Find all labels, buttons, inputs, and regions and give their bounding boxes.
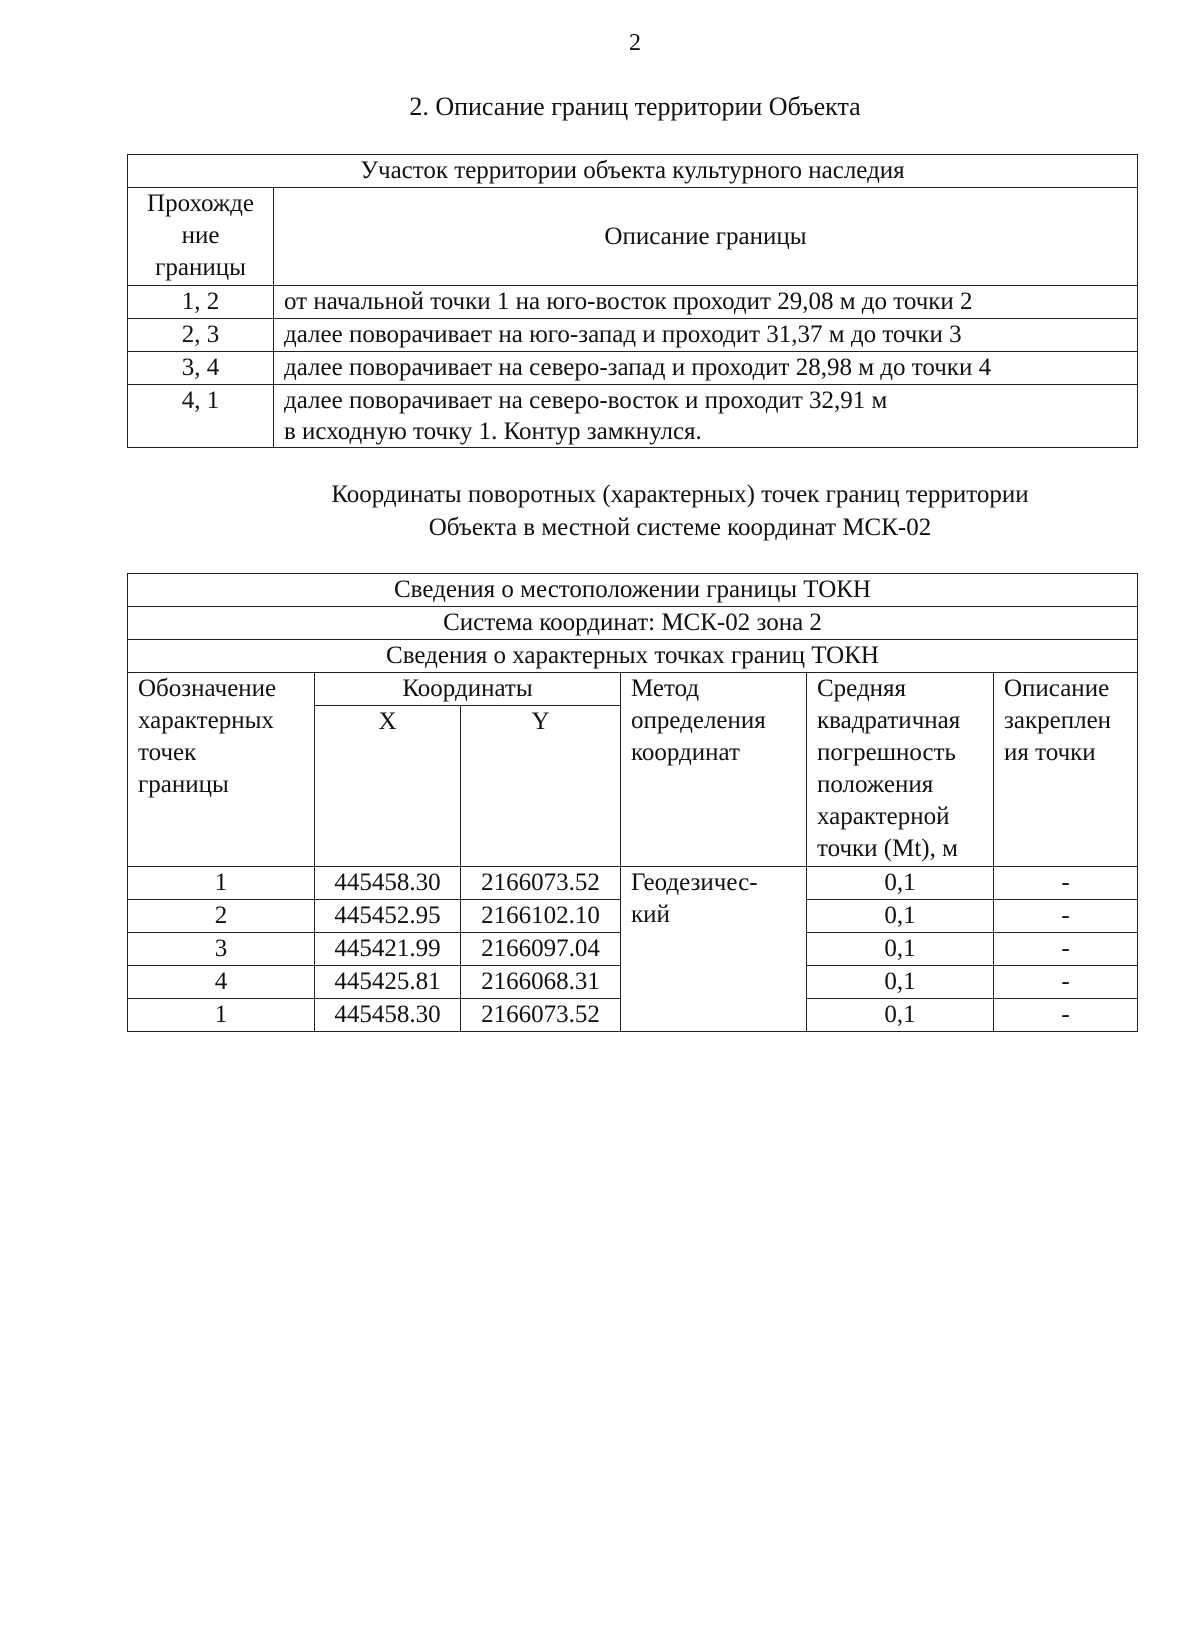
- coords-table-title: Сведения о местоположении границы ТОКН: [128, 574, 1138, 607]
- point-cell: 1: [128, 867, 315, 900]
- header-line: характерной: [817, 803, 950, 830]
- y-cell: 2166102.10: [461, 900, 621, 933]
- table-row: [128, 319, 1138, 352]
- fix-column-header: [994, 673, 1138, 867]
- passage-header-line: Прохожде: [147, 190, 254, 217]
- coordinates-column-header: Координаты: [315, 673, 621, 706]
- table-row: [128, 286, 1138, 319]
- header-line: границы: [138, 771, 229, 798]
- description-cell: [274, 286, 1138, 319]
- segment-cell: 4, 1: [128, 385, 274, 448]
- boundary-table-header: Участок территории объекта культурного наследия: [128, 155, 1138, 188]
- description-cell: [274, 352, 1138, 385]
- table-row: [128, 867, 1138, 900]
- page-number: 2: [629, 30, 641, 56]
- header-line: погрешность: [817, 739, 956, 766]
- table-row: [128, 385, 1138, 448]
- description-line: далее поворачивает на северо-запад и проходит 28,98 м до точки 4: [284, 354, 992, 381]
- y-cell: 2166073.52: [461, 867, 621, 900]
- header-line: ия точки: [1004, 739, 1096, 766]
- y-cell: 2166073.52: [461, 999, 621, 1032]
- header-line: квадратичная: [817, 707, 961, 734]
- header-line: Средняя: [817, 675, 907, 702]
- x-cell: 445421.99: [315, 933, 461, 966]
- method-cell: [621, 867, 807, 1032]
- header-line: Описание: [1004, 675, 1110, 702]
- fix-cell: -: [994, 900, 1138, 933]
- coordinates-subtitle: [230, 478, 1130, 544]
- description-line: от начальной точки 1 на юго-восток проходит 29,08 м до точки 2: [284, 288, 973, 315]
- method-column-header: [621, 673, 807, 867]
- fix-cell: -: [994, 867, 1138, 900]
- segment-cell: 1, 2: [128, 286, 274, 319]
- boundary-description-table: [127, 154, 1138, 448]
- header-line: точек: [138, 739, 197, 766]
- header-line: Метод: [631, 675, 700, 702]
- error-column-header: [807, 673, 994, 867]
- passage-header-line: границы: [155, 254, 246, 281]
- fix-cell: -: [994, 999, 1138, 1032]
- error-cell: 0,1: [807, 867, 994, 900]
- coords-system-title: Система координат: МСК-02 зона 2: [128, 607, 1138, 640]
- x-cell: 445452.95: [315, 900, 461, 933]
- subtitle-line: Объекта в местной системе координат МСК-02: [428, 514, 932, 541]
- point-cell: 3: [128, 933, 315, 966]
- description-column-header: Описание границы: [274, 188, 1138, 286]
- fix-cell: -: [994, 933, 1138, 966]
- description-line: далее поворачивает на юго-запад и проходит 31,37 м до точки 3: [284, 321, 962, 348]
- coords-points-title: Сведения о характерных точках границ ТОКН: [128, 640, 1138, 673]
- fix-cell: -: [994, 966, 1138, 999]
- passage-header-line: ние: [181, 222, 220, 249]
- error-cell: 0,1: [807, 966, 994, 999]
- header-line: характерных: [138, 707, 274, 734]
- y-cell: 2166068.31: [461, 966, 621, 999]
- section-title: 2. Описание границ территории Объекта: [409, 92, 861, 121]
- points-column-header: [128, 673, 315, 867]
- subtitle-line: Координаты поворотных (характерных) точек границ территории: [331, 481, 1029, 508]
- header-line: Обозначение: [138, 675, 277, 702]
- method-line: Геодезичес-: [631, 869, 758, 896]
- x-cell: 445458.30: [315, 999, 461, 1032]
- method-line: кий: [631, 901, 670, 928]
- y-column-header: Y: [461, 706, 621, 867]
- error-cell: 0,1: [807, 933, 994, 966]
- passage-column-header: [128, 188, 274, 286]
- description-line: в исходную точку 1. Контур замкнулся.: [284, 418, 702, 445]
- x-cell: 445425.81: [315, 966, 461, 999]
- header-line: положения: [817, 771, 934, 798]
- point-cell: 1: [128, 999, 315, 1032]
- segment-cell: 2, 3: [128, 319, 274, 352]
- coordinates-table: [127, 573, 1138, 1032]
- table-row: [128, 352, 1138, 385]
- segment-cell: 3, 4: [128, 352, 274, 385]
- header-line: координат: [631, 739, 740, 766]
- description-cell: [274, 319, 1138, 352]
- description-line: далее поворачивает на северо-восток и проходит 32,91 м: [284, 387, 888, 414]
- point-cell: 2: [128, 900, 315, 933]
- y-cell: 2166097.04: [461, 933, 621, 966]
- description-cell: [274, 385, 1138, 448]
- header-line: закреплен: [1004, 707, 1112, 734]
- x-column-header: X: [315, 706, 461, 867]
- error-cell: 0,1: [807, 999, 994, 1032]
- point-cell: 4: [128, 966, 315, 999]
- x-cell: 445458.30: [315, 867, 461, 900]
- header-line: точки (Mt), м: [817, 835, 958, 862]
- header-line: определения: [631, 707, 766, 734]
- error-cell: 0,1: [807, 900, 994, 933]
